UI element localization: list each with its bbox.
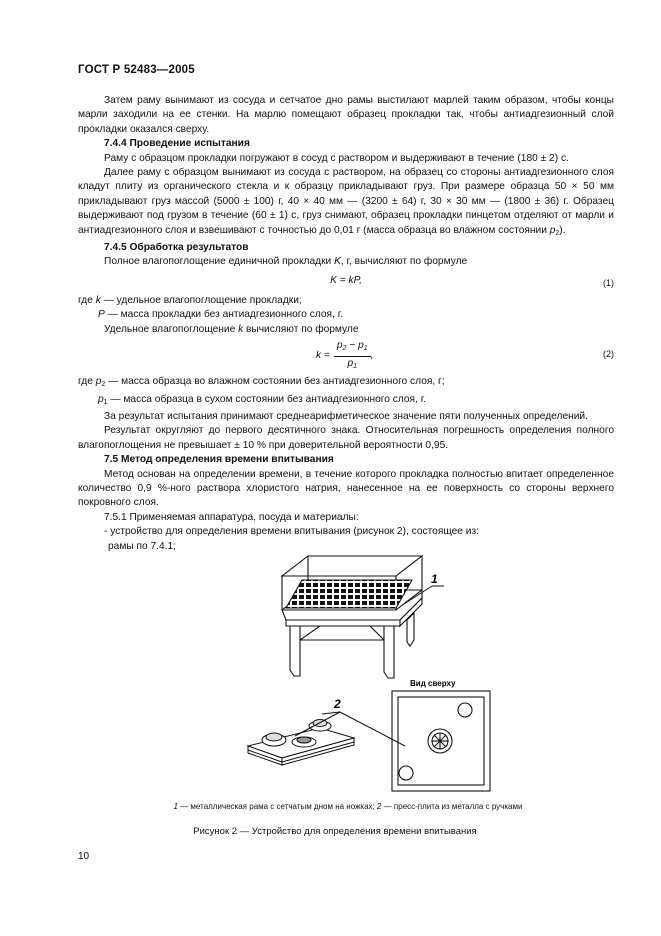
page-number: 10 (78, 851, 90, 862)
equation-1 (78, 272, 614, 292)
minus-sign: − (346, 340, 359, 352)
list-item-device: - устройство для определения времени впитывания (рисунок 2), состоящее из: (104, 526, 479, 538)
top-view-label: Вид сверху (410, 679, 456, 688)
paragraph-load (78, 166, 614, 241)
specific-absorption-line (78, 323, 614, 337)
num-p2: p (336, 340, 343, 352)
text-total-absorption: Полное влагопоглощение единичной прокладки (104, 256, 335, 268)
symbol-p1: p (98, 393, 104, 405)
top-view-drawing (392, 691, 490, 791)
equation-2-lhs: k = (316, 350, 330, 362)
legend-item-1: — металлическая рама с сетчатым дном на ножках; (177, 802, 378, 811)
equation-1-body: K = kP, (330, 274, 362, 286)
equation-2-body (316, 339, 374, 374)
paragraph-result-mean: За результат испытания принимают среднеарифметическое значение пяти полученных определений. (104, 410, 588, 422)
den-p1: p (347, 358, 354, 370)
paragraph-rounding: Результат округляют до первого десятичного знака. Относительная погрешность определения полного влагопоглощения не превышает ± 10 % при доверительной вероятности 0,95. (78, 425, 614, 451)
fraction-denominator (347, 357, 357, 374)
list-item-frames: рамы по 7.4.1; (108, 540, 176, 552)
document-header: ГОСТ Р 52483—2005 (78, 64, 195, 76)
symbol-P: P (98, 309, 105, 321)
legend-num-2: 2 (377, 802, 382, 811)
legend-item-2: — пресс-плита из металла с ручками (381, 802, 523, 811)
definition-P (78, 308, 614, 322)
legend-num-1: 1 (173, 802, 178, 811)
fraction (334, 339, 371, 374)
num-p1: p (358, 340, 364, 352)
definition-p2-text: — масса образца во влажном состоянии без антиадгезионного слоя, г; (105, 376, 445, 388)
figure-title: Рисунок 2 — Устройство для определения времени впитывания (193, 826, 477, 837)
where-word-2: где (78, 376, 96, 388)
sub-p1: 1 (103, 398, 108, 406)
equation-2-number: (2) (603, 349, 614, 360)
body-text (78, 94, 614, 554)
section-heading-7-4-5: 7.4.5 Обработка результатов (104, 242, 249, 254)
num-sub-1: 1 (363, 345, 368, 353)
paragraph-total-absorption (78, 255, 614, 269)
press-plate-with-handles (248, 720, 354, 766)
figure-2-drawing (200, 528, 500, 798)
metal-frame-with-mesh (282, 556, 422, 678)
symbol-p2: p (95, 376, 102, 388)
figure-label-1: 1 (431, 572, 438, 586)
symbol-k: k (95, 294, 101, 306)
definition-p2 (78, 375, 614, 392)
equation-2 (78, 339, 614, 373)
definition-p1-text: — масса образца в сухом состоянии без антиадгезионного слоя, г. (107, 393, 427, 405)
where-word: где (78, 294, 96, 306)
equation-2-comma: , (370, 350, 374, 362)
section-heading-7-5: 7.5 Метод определения времени впитывания (104, 454, 334, 466)
specific-absorption-text: Удельное влагопоглощение (104, 323, 239, 335)
subsection-7-5-1: 7.5.1 Применяемая аппаратура, посуда и материалы: (104, 511, 359, 523)
text-formula-intro: , г, вычисляют по формуле (340, 256, 468, 268)
den-sub-1: 1 (353, 363, 358, 371)
fraction-numerator (334, 339, 371, 357)
figure-legend (148, 802, 548, 811)
definition-k (78, 294, 614, 308)
num-sub-2: 2 (342, 345, 347, 353)
paragraph-method-basis: Метод основан на определении времени, в течение которого прокладка полностью впитает определенное количество 0,9 %-ного раствора хлористого натрия, нанесенное на ее поверхность со стороны верхнего покровного слоя. (78, 468, 614, 509)
subscript-2: 2 (555, 229, 560, 237)
symbol-k-inline: k (238, 323, 244, 335)
symbol-K: K (334, 256, 341, 268)
section-heading-7-4-4: 7.4.4 Проведение испытания (104, 138, 250, 150)
equation-1-number: (1) (603, 277, 614, 288)
closing-paren: ). (559, 224, 566, 236)
load-text: Далее раму с образцом вынимают из сосуда с раствором, на образец со стороны антиадгезионного слоя кладут плиту из органического стекла и к образцу прикладывают груз. При размере образца 50 × 50 мм прикладывают груз массой (5000 ± 100) г, 40 × 40 мм — (3200 ± 64) г, 30 × 30 мм — (1800 ± 36) г. Образец выдерживают под грузом в течение (60 ± 1) с, груз снимают, образец прокладки пинцетом отделяют от марли и антиадгезионного слоя и взвешивают с точностью до 0,01 г (масса образца во влажном состоянии (78, 167, 614, 236)
definition-p1 (78, 393, 614, 410)
sub-p2: 2 (101, 381, 106, 389)
definition-k-text: — удельное влагопоглощение прокладки; (100, 294, 302, 306)
definition-P-text: — масса прокладки без антиадгезионного слоя, г. (104, 309, 344, 321)
paragraph-frame-lining: Затем раму вынимают из сосуда и сетчатое дно рамы выстилают марлей таким образом, чтобы концы марли заходили на ее стенки. На марлю помещают образец прокладки так, чтобы антиадгезионный слой прокладки оказался сверху. (78, 95, 614, 135)
paragraph-immersion: Раму с образцом прокладки погружают в сосуд с раствором и выдерживают в течение (180 ± 2) с. (104, 152, 569, 164)
formula-intro-text: вычисляют по формуле (243, 323, 359, 335)
symbol-p: p (549, 224, 556, 236)
figure-label-2: 2 (334, 697, 341, 711)
